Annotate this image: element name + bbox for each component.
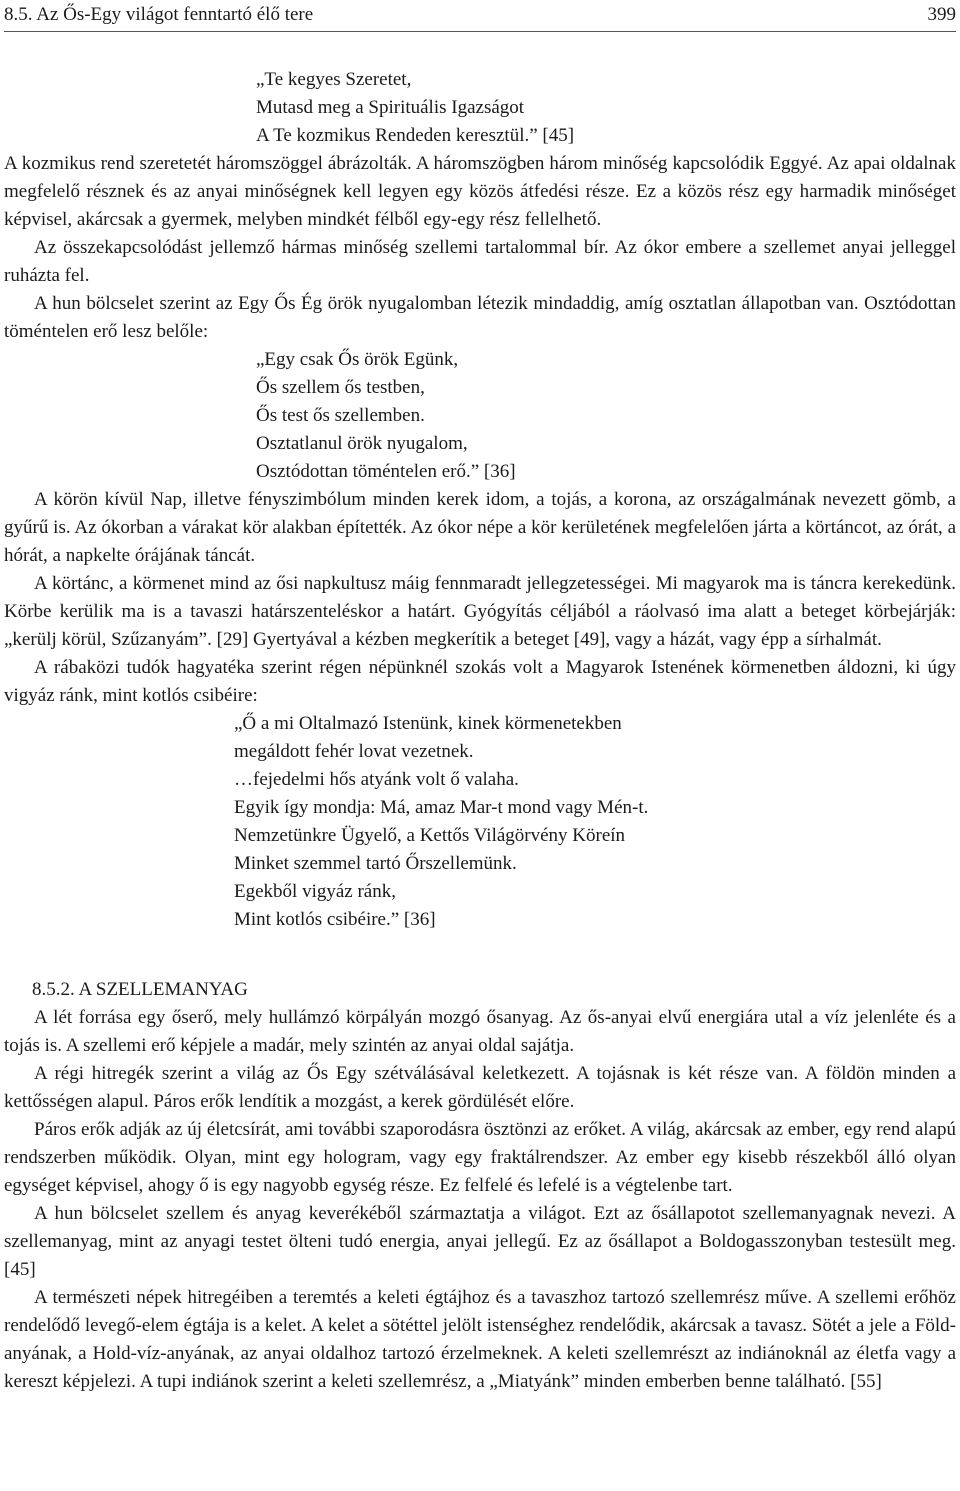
section-heading: 8.5.2. A SZELLEMANYAG	[32, 979, 248, 1000]
paragraph: A természeti népek hitregéiben a teremtés a keleti égtájhoz és a tavaszhoz tartozó szellemrész műve. A szellemi erőhöz rendelődő levegő-elem égtája is a kelet. A kelet a sötéttel jelölt istenséghez rendelődik, akárcsak a tavasz. Sötét a jele a Föld-anyának, a Hold-víz-anyának, az anyai oldalhoz tartozó érzelmeknek. A keleti szellemrészt az indiánoknál az életfa vagy a kereszt képjelezi. A tupi indiánok szerint a keleti szellemrész, a „Miatyánk” minden emberben benne található. [55]	[4, 1287, 956, 1392]
running-title: 8.5. Az Ős-Egy világot fenntartó élő tere	[4, 4, 314, 25]
paragraph: A lét forrása egy őserő, mely hullámzó körpályán mozgó ősanyag. Az ős-anyai elvű energiára utal a víz jelenléte és a tojás is. A szellemi erő képjele a madár, mely szintén az anyai oldal sajátja.	[4, 1007, 956, 1056]
paragraph: A kozmikus rend szeretetét háromszöggel ábrázolták. A háromszögben három minőség kapcsolódik Eggyé. Az apai oldalnak megfelelő résznek és az anyai minőségnek kell legyen egy közös átfedési része. Ez a közös rész egy harmadik minőséget képvisel, akárcsak a gyermek, melyben mindkét félből egy-egy rész fellelhető.	[4, 153, 956, 230]
poem-quote-1	[4, 66, 956, 150]
poem-line: …fejedelmi hős atyánk volt ő valaha.	[234, 769, 519, 790]
poem-quote-3	[4, 710, 956, 934]
paragraph: A régi hitregék szerint a világ az Ős Egy szétválásával keletkezett. A tojásnak is két része van. A földön minden a kettősségen alapul. Páros erők lendítik a mozgást, a kerek gördülését előre.	[4, 1063, 956, 1112]
paragraph: A hun bölcselet szerint az Egy Ős Ég örök nyugalomban létezik mindaddig, amíg osztatlan állapotban van. Osztódottan töméntelen erő lesz belőle:	[4, 293, 956, 342]
poem-quote-2	[4, 346, 956, 486]
paragraph: A rábaközi tudók hagyatéka szerint régen népünknél szokás volt a Magyarok Istenének körmenetben áldozni, ki úgy vigyáz ránk, mint kotlós csibéire:	[4, 657, 956, 706]
poem-line: Egekből vigyáz ránk,	[234, 881, 396, 902]
running-header	[4, 0, 956, 32]
poem-line: Mutasd meg a Spirituális Igazságot	[256, 97, 525, 118]
poem-line: „Egy csak Ős örök Egünk,	[256, 349, 459, 370]
poem-line: Egyik így mondja: Má, amaz Mar-t mond vagy Mén-t.	[234, 797, 649, 818]
page-number: 399	[927, 4, 956, 25]
poem-line: Minket szemmel tartó Őrszellemünk.	[234, 853, 517, 874]
page-body	[4, 66, 956, 1396]
poem-line: „Ő a mi Oltalmazó Istenünk, kinek körmenetekben	[234, 713, 622, 734]
book-page	[4, 0, 956, 1396]
poem-line: Mint kotlós csibéire.” [36]	[234, 909, 436, 930]
paragraph: Páros erők adják az új életcsírát, ami további szaporodásra ösztönzi az erőket. A világ, akárcsak az ember, egy rend alapú rendszerben működik. Olyan, mint egy hologram, vagy egy fraktálrendszer. Az ember egy kisebb részekből álló olyan egységet képvisel, ahogy ő is egy nagyobb egység része. Ez felfelé és lefelé is a végtelenbe tart.	[4, 1119, 956, 1196]
poem-line: Osztatlanul örök nyugalom,	[256, 433, 468, 454]
poem-line: Nemzetünkre Ügyelő, a Kettős Világörvény Köreín	[234, 825, 626, 846]
paragraph: A körtánc, a körmenet mind az ősi napkultusz máig fennmaradt jellegzetességei. Mi magyarok ma is táncra kerekedünk. Körbe kerülik ma is a tavaszi határszenteléskor a határt. Gyógyítás céljából a ráolvasó ima alatt a beteget körbejárják: „kerülj körül, Szűzanyám”. [29] Gyertyával a kézben megkerítik a beteget [49], vagy a házát, vagy épp a sírhalmát.	[4, 573, 956, 650]
poem-line: Ős test ős szellemben.	[256, 405, 425, 426]
paragraph: A körön kívül Nap, illetve fényszimbólum minden kerek idom, a tojás, a korona, az országalmának nevezett gömb, a gyűrű is. Az ókorban a várakat kör alakban építették. Az ókor népe a kör kerületének megfelelően járta a körtáncot, az órát, a hórát, a napkelte órájának táncát.	[4, 489, 956, 566]
poem-line: Osztódottan töméntelen erő.” [36]	[256, 461, 516, 482]
poem-line: megáldott fehér lovat vezetnek.	[234, 741, 474, 762]
paragraph: A hun bölcselet szellem és anyag keverékéből származtatja a világot. Ezt az ősállapotot szellemanyagnak nevezi. A szellemanyag, mint az anyagi testet ölteni tudó energia, anyai jellegű. Ez az ősállapot a Boldogasszonyban testesült meg. [45]	[4, 1203, 956, 1280]
poem-line: Ős szellem ős testben,	[256, 377, 425, 398]
poem-line: A Te kozmikus Rendeden keresztül.” [45]	[256, 125, 575, 146]
poem-line: „Te kegyes Szeretet,	[256, 69, 412, 90]
paragraph: Az összekapcsolódást jellemző hármas minőség szellemi tartalommal bír. Az ókor embere a szellemet anyai jelleggel ruházta fel.	[4, 237, 956, 286]
